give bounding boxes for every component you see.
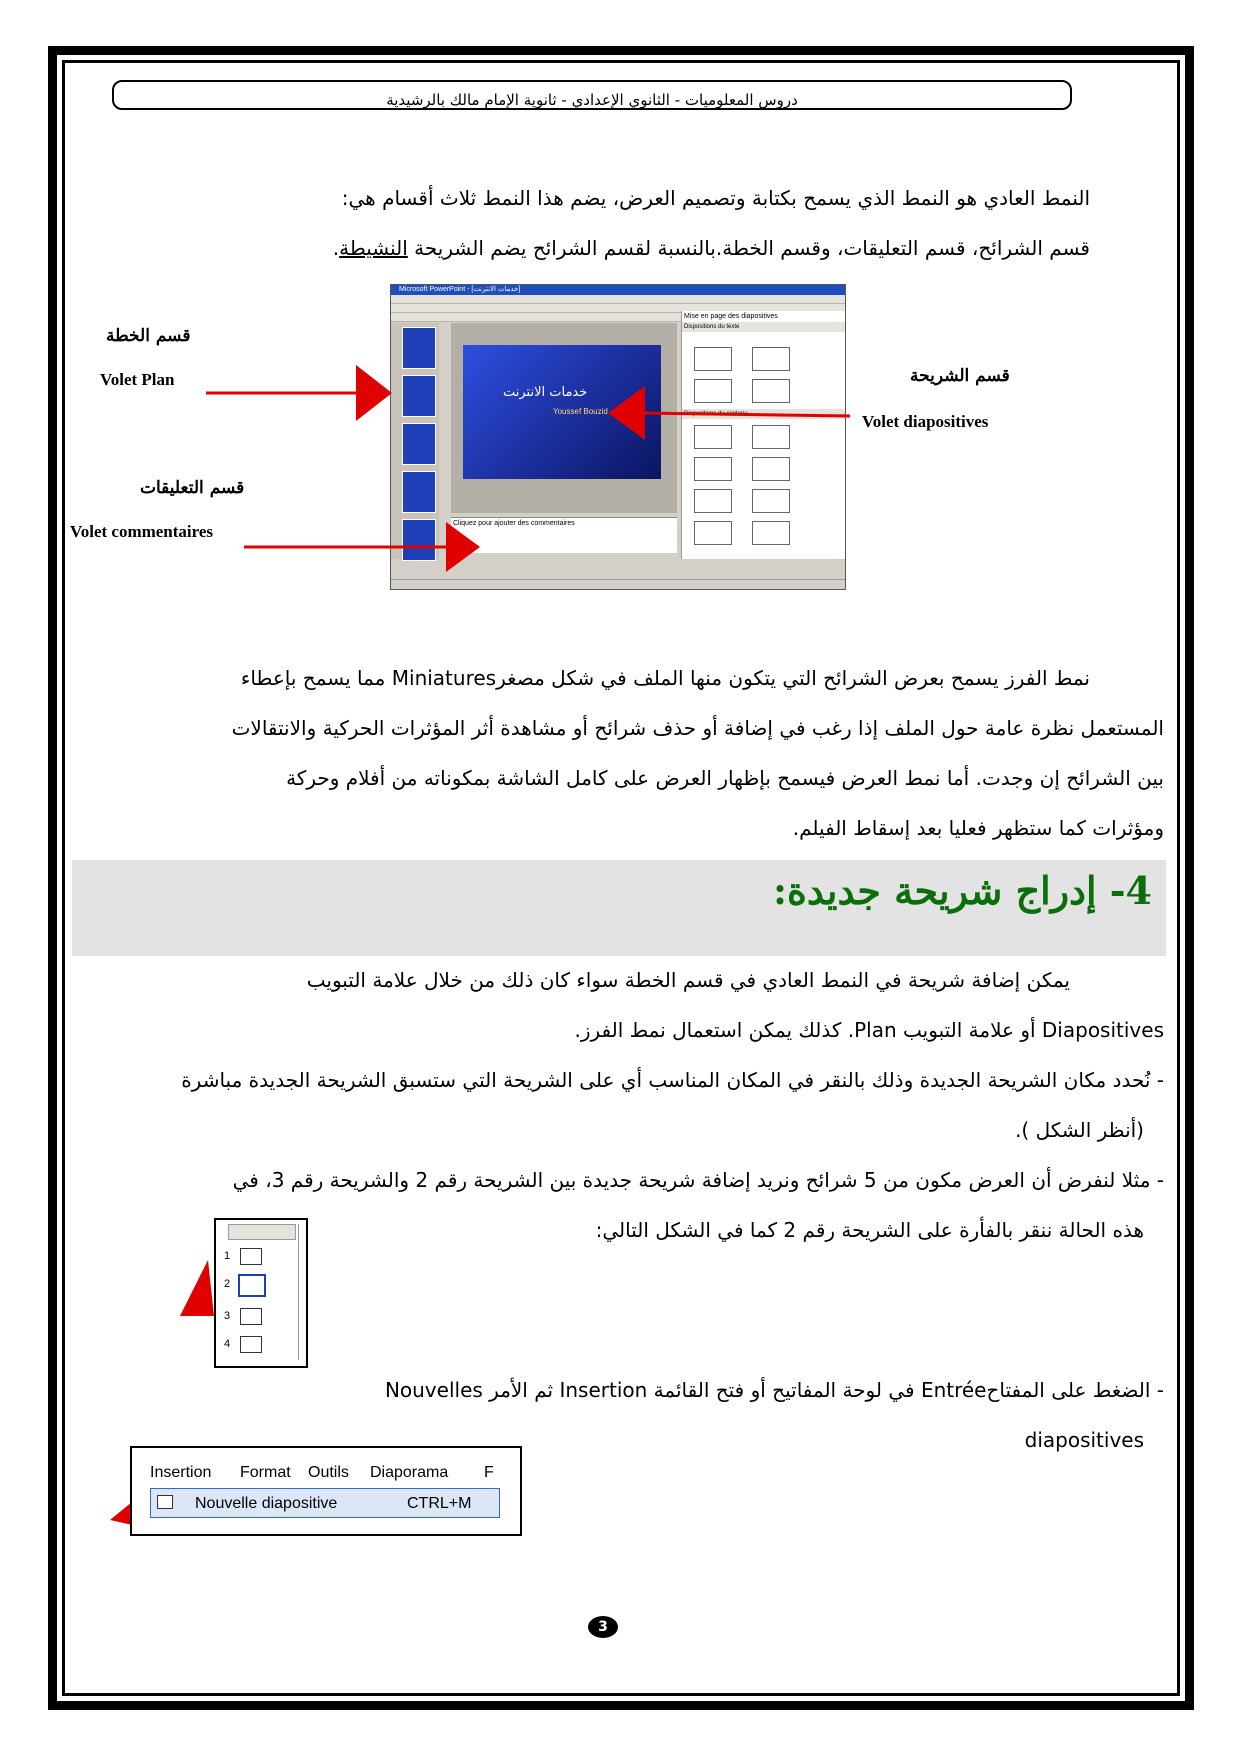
label-plan-ar: قسم الخطة <box>106 326 191 346</box>
new-slide-label: Nouvelle diapositive <box>195 1495 338 1512</box>
intro-line-2-end: . <box>332 236 340 260</box>
insert-line-1: يمكن إضافة شريحة في النمط العادي في قسم الخطة سواء كان ذلك من خلال علامة التبويب <box>306 968 1070 992</box>
screenshot-notes-pane: Cliquez pour ajouter des commentaires <box>451 517 677 553</box>
panel-slide-thumb[interactable] <box>240 1308 262 1325</box>
arrow-comments <box>244 522 480 572</box>
screenshot-titlebar: Microsoft PowerPoint - [خدمات الانترنت] <box>391 285 845 295</box>
new-slide-icon <box>157 1495 173 1509</box>
panel-number: 3 <box>224 1310 231 1322</box>
sorter-line-3: بين الشرائح إن وجدت. أما نمط العرض فيسمح بإظهار العرض على كامل الشاشة بمكوناته من أفلام وحركة <box>286 766 1164 790</box>
panel-slide-thumb[interactable] <box>240 1336 262 1353</box>
panel-divider <box>298 1224 299 1360</box>
sorter-line-2: المستعمل نظرة عامة حول الملف إذا رغب في إضافة أو حذف شرائح أو مشاهدة أثر المؤثرات الحركية والانتقالات <box>231 716 1164 740</box>
panel-number: 2 <box>224 1278 231 1290</box>
menu-diaporama[interactable]: Diaporama <box>370 1464 449 1481</box>
insert-line-7: - الضغط على المفتاحEntrée في لوحة المفاتيح أو فتح القائمة Insertion ثم الأمر Nouvelles <box>384 1378 1164 1402</box>
new-slide-shortcut: CTRL+M <box>407 1495 472 1512</box>
new-slide-menu-item[interactable] <box>150 1488 500 1518</box>
menu-insertion[interactable]: Insertion <box>150 1464 212 1481</box>
insert-line-4: (أنظر الشكل ). <box>1015 1118 1144 1142</box>
page-number: 3 <box>588 1616 618 1638</box>
menu-bar <box>150 1460 494 1486</box>
header-title: دروس المعلوميات - الثانوي الإعدادي - ثانوية الإمام مالك بالرشيدية <box>386 91 798 109</box>
label-slides-ar: قسم الشريحة <box>910 366 1010 386</box>
label-slides-fr: Volet diapositives <box>862 412 989 431</box>
intro-underlined-word: النشيطة <box>339 236 408 260</box>
menu-truncated[interactable]: F <box>484 1464 494 1481</box>
panel-number: 4 <box>224 1338 231 1350</box>
insert-line-6: هذه الحالة ننقر بالفأرة على الشريحة رقم 2 كما في الشكل التالي: <box>595 1218 1144 1242</box>
screenshot-slide-subtitle: Youssef Bouzid <box>553 407 608 416</box>
insert-line-3: - نُحدد مكان الشريحة الجديدة وذلك بالنقر في المكان المناسب أي على الشريحة التي ستسبق الشريحة الجديدة مباشرة <box>181 1068 1164 1092</box>
slide-panel-figure <box>214 1218 308 1368</box>
arrow-panel <box>180 1260 214 1316</box>
section-title: 4- إدراج شريحة جديدة: <box>772 868 1152 913</box>
insert-line-8: diapositives <box>1024 1428 1144 1452</box>
panel-slide-thumb-selected[interactable] <box>238 1274 266 1297</box>
intro-line-2-text: قسم الشرائح، قسم التعليقات، وقسم الخطة.بالنسبة لقسم الشرائح يضم الشريحة <box>407 236 1090 260</box>
label-comments-ar: قسم التعليقات <box>140 478 245 498</box>
sorter-line-1: نمط الفرز يسمح بعرض الشرائح التي يتكون منها الملف في شكل مصغرMiniatures مما يسمح بإعطاء <box>240 666 1090 690</box>
insert-line-2: Diapositives أو علامة التبويب Plan. كذلك يمكن استعمال نمط الفرز. <box>574 1018 1164 1042</box>
sorter-line-4: ومؤثرات كما ستظهر فعليا بعد إسقاط الفيلم. <box>792 816 1164 840</box>
insert-line-5: - مثلا لنفرض أن العرض مكون من 5 شرائح ونريد إضافة شريحة جديدة بين الشريحة رقم 2 والشريحة رقم 3، في <box>232 1168 1164 1192</box>
menu-format[interactable]: Format <box>240 1464 291 1481</box>
panel-tabs <box>228 1224 296 1240</box>
insertion-menu-figure <box>130 1446 522 1536</box>
arrow-slides <box>608 386 850 440</box>
arrow-plan <box>206 365 392 421</box>
taskpane-section-1: Dispositions du texte <box>682 322 846 332</box>
panel-slide-thumb[interactable] <box>240 1248 262 1265</box>
screenshot-slide-title: خدمات الانترنت <box>503 385 588 400</box>
intro-line-1: النمط العادي هو النمط الذي يسمح بكتابة وتصميم العرض، يضم هذا النمط ثلاث أقسام هي: <box>341 186 1090 210</box>
menu-outils[interactable]: Outils <box>308 1464 349 1481</box>
taskpane-title: Mise en page des diapositives <box>684 313 778 320</box>
panel-number: 1 <box>224 1250 231 1262</box>
label-plan-fr: Volet Plan <box>100 370 175 389</box>
label-comments-fr: Volet commentaires <box>70 522 214 541</box>
